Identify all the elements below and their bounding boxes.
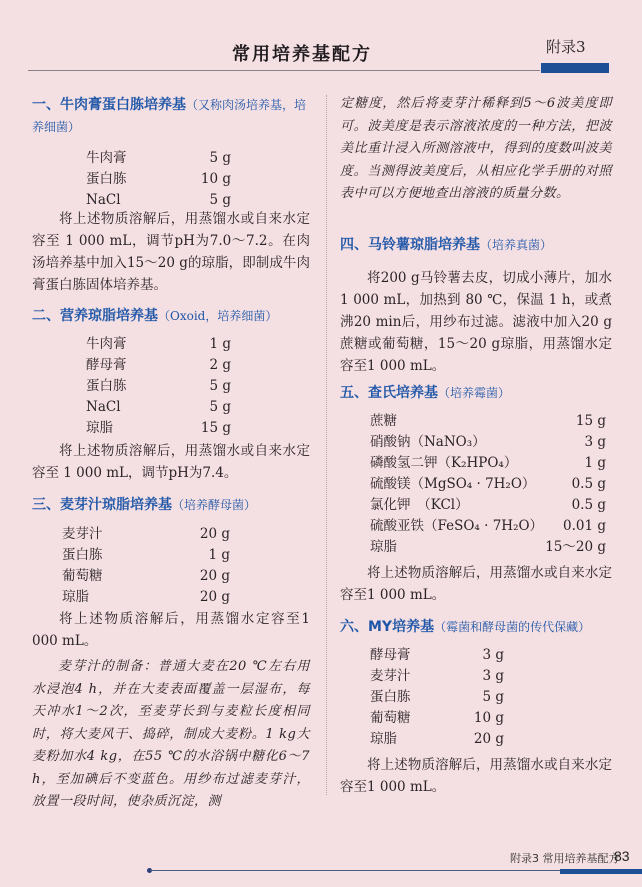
ingredient-name: 蛋白胨 bbox=[86, 171, 127, 187]
ingredient-row bbox=[62, 566, 230, 587]
ingredient-row bbox=[370, 729, 504, 750]
ingredient-name: 牛肉膏 bbox=[86, 336, 127, 352]
footer-rule bbox=[150, 870, 560, 871]
heading-note: （培养真菌） bbox=[480, 238, 553, 252]
section-5-heading bbox=[340, 382, 612, 404]
ingredient-name: 麦芽汁 bbox=[62, 526, 103, 542]
ingredient-amount: 1 g bbox=[584, 455, 606, 471]
ingredient-amount: 20 g bbox=[199, 526, 230, 542]
ingredient-amount: 15 g bbox=[200, 420, 231, 436]
ingredient-amount: 3 g bbox=[482, 647, 504, 663]
ingredient-amount: 5 g bbox=[209, 378, 231, 394]
ingredient-amount: 10 g bbox=[200, 171, 231, 187]
ingredient-name: 麦芽汁 bbox=[370, 668, 411, 684]
ingredient-name: 葡萄糖 bbox=[370, 710, 411, 726]
ingredient-name: 牛肉膏 bbox=[86, 150, 127, 166]
ingredient-row bbox=[62, 587, 230, 608]
ingredient-amount: 3 g bbox=[482, 668, 504, 684]
ingredient-row bbox=[86, 169, 231, 190]
header-rule bbox=[28, 70, 540, 71]
ingredient-name: 琼脂 bbox=[86, 420, 113, 436]
column-divider bbox=[326, 95, 327, 795]
ingredient-amount: 5 g bbox=[209, 150, 231, 166]
section-3-ingredients bbox=[62, 524, 230, 608]
page-title: 常用培养基配方 bbox=[232, 44, 372, 65]
ingredient-name: 蛋白胨 bbox=[86, 378, 127, 394]
ingredient-name: 硫酸镁（MgSO₄ · 7H₂O） bbox=[370, 476, 536, 492]
ingredient-name: 酵母膏 bbox=[86, 357, 127, 373]
heading-text: 一、牛肉膏蛋白胨培养基 bbox=[32, 97, 186, 113]
ingredient-row bbox=[86, 418, 231, 439]
ingredient-row bbox=[370, 474, 606, 495]
malt-extract-preparation-note: 麦芽汁的制备：普通大麦在20 ℃左右用水浸泡4 h，并在大麦表面覆盖一层湿布，每天冲水1～2次，至麦芽长到与麦粒长度相同时，将大麦风干、捣碎，制成大麦粉。1 kg大麦粉加水4 kg，在55 ℃的水浴锅中糖化6～7 h，至加碘后不变蓝色。用纱布过滤麦芽汁，放置一段时间，使杂质沉淀，测 bbox=[32, 659, 310, 809]
ingredient-row bbox=[86, 397, 231, 418]
ingredient-row bbox=[62, 524, 230, 545]
ingredient-row bbox=[370, 687, 504, 708]
appendix-label: 附录3 bbox=[546, 38, 586, 56]
ingredient-row bbox=[370, 516, 606, 537]
ingredient-row bbox=[370, 645, 504, 666]
ingredient-row bbox=[370, 432, 606, 453]
section-5-ingredients bbox=[370, 411, 606, 558]
ingredient-row bbox=[370, 495, 606, 516]
ingredient-row bbox=[86, 376, 231, 397]
section-2-ingredients bbox=[86, 334, 231, 439]
section-1-ingredients bbox=[86, 148, 231, 211]
ingredient-amount: 5 g bbox=[482, 689, 504, 705]
ingredient-amount: 0.01 g bbox=[563, 518, 606, 534]
ingredient-amount: 1 g bbox=[208, 547, 230, 563]
heading-text: 四、马铃薯琼脂培养基 bbox=[340, 237, 480, 253]
malt-extract-preparation-note-continued: 定糖度，然后将麦芽汁稀释到5～6波美度即可。波美度是表示溶液浓度的一种方法，把波美比重计浸入所测溶液中，得到的度数叫波美度。当测得波美度后，从相应化学手册的对照表中可以方便地查出溶液的质量分数。 bbox=[340, 96, 612, 201]
section-4-text: 将200 g马铃薯去皮，切成小薄片，加水1 000 mL，加热到 80 ℃，保温 1 h，或煮沸20 min后，用纱布过滤。滤液中加入20 g蔗糖或葡萄糖，15～20 g琼脂，用蒸馏水定容至1 000 mL。 bbox=[340, 270, 612, 374]
ingredient-amount: 0.5 g bbox=[571, 497, 606, 513]
ingredient-amount: 5 g bbox=[209, 399, 231, 415]
ingredient-name: 氯化钾 （KCl） bbox=[370, 497, 469, 513]
ingredient-name: 葡萄糖 bbox=[62, 568, 103, 584]
ingredient-amount: 15 g bbox=[575, 413, 606, 429]
ingredient-row bbox=[370, 666, 504, 687]
ingredient-amount: 3 g bbox=[584, 434, 606, 450]
heading-note: （培养霉菌） bbox=[438, 386, 511, 400]
section-6-ingredients bbox=[370, 645, 504, 750]
section-1-text: 将上述物质溶解后，用蒸馏水或自来水定容至 1 000 mL，调节pH为7.0～7.2。在肉汤培养基中加入15～20 g的琼脂，即制成牛肉膏蛋白胨固体培养基。 bbox=[32, 211, 310, 293]
ingredient-name: 蛋白胨 bbox=[62, 547, 103, 563]
ingredient-amount: 20 g bbox=[199, 589, 230, 605]
section-6-heading bbox=[340, 616, 612, 638]
section-4-heading bbox=[340, 234, 612, 256]
ingredient-amount: 10 g bbox=[473, 710, 504, 726]
section-3-heading bbox=[32, 494, 310, 516]
ingredient-row bbox=[62, 545, 230, 566]
ingredient-amount: 1 g bbox=[209, 336, 231, 352]
ingredient-name: 酵母膏 bbox=[370, 647, 411, 663]
heading-note: （又称肉汤培养基，培养细菌） bbox=[32, 98, 307, 134]
footer-accent-bar bbox=[560, 869, 642, 874]
section-2-text: 将上述物质溶解后，用蒸馏水或自来水定容至 1 000 mL，调节pH为7.4。 bbox=[32, 443, 310, 481]
section-1-heading bbox=[32, 94, 310, 138]
ingredient-amount: 20 g bbox=[473, 731, 504, 747]
ingredient-row bbox=[370, 708, 504, 729]
ingredient-name: 琼脂 bbox=[62, 589, 89, 605]
ingredient-amount: 5 g bbox=[209, 192, 231, 208]
ingredient-amount: 20 g bbox=[199, 568, 230, 584]
heading-text: 五、查氏培养基 bbox=[340, 385, 438, 401]
header-accent-bar bbox=[541, 63, 609, 73]
ingredient-name: 琼脂 bbox=[370, 539, 397, 555]
heading-text: 三、麦芽汁琼脂培养基 bbox=[32, 497, 172, 513]
ingredient-name: 蔗糖 bbox=[370, 413, 397, 429]
heading-note: （培养酵母菌） bbox=[172, 498, 257, 512]
heading-text: 六、MY培养基 bbox=[340, 619, 435, 635]
running-title: 附录3 常用培养基配方 bbox=[510, 852, 620, 865]
section-5-text: 将上述物质溶解后，用蒸馏水或自来水定容至1 000 mL。 bbox=[340, 565, 612, 603]
section-3-text: 将上述物质溶解后，用蒸馏水定容至1 000 mL。 bbox=[32, 611, 310, 649]
heading-note: （霉菌和酵母菌的传代保藏） bbox=[434, 620, 591, 634]
heading-note: （Oxoid，培养细菌） bbox=[158, 309, 278, 323]
ingredient-row bbox=[370, 537, 606, 558]
ingredient-row bbox=[86, 355, 231, 376]
ingredient-row bbox=[86, 334, 231, 355]
ingredient-amount: 2 g bbox=[209, 357, 231, 373]
ingredient-name: 硫酸亚铁（FeSO₄ · 7H₂O） bbox=[370, 518, 544, 534]
ingredient-name: 蛋白胨 bbox=[370, 689, 411, 705]
ingredient-name: NaCl bbox=[86, 399, 121, 415]
ingredient-row bbox=[370, 453, 606, 474]
ingredient-name: 琼脂 bbox=[370, 731, 397, 747]
ingredient-name: 磷酸氢二钾（K₂HPO₄） bbox=[370, 455, 518, 471]
ingredient-amount: 15～20 g bbox=[545, 539, 606, 555]
heading-text: 二、营养琼脂培养基 bbox=[32, 308, 158, 324]
section-6-text: 将上述物质溶解后，用蒸馏水或自来水定容至1 000 mL。 bbox=[340, 757, 612, 795]
ingredient-amount: 0.5 g bbox=[571, 476, 606, 492]
ingredient-name: NaCl bbox=[86, 192, 121, 208]
page-number: 83 bbox=[614, 848, 630, 864]
ingredient-row bbox=[370, 411, 606, 432]
ingredient-row bbox=[86, 148, 231, 169]
section-2-heading bbox=[32, 305, 310, 327]
ingredient-name: 硝酸钠（NaNO₃） bbox=[370, 434, 486, 450]
